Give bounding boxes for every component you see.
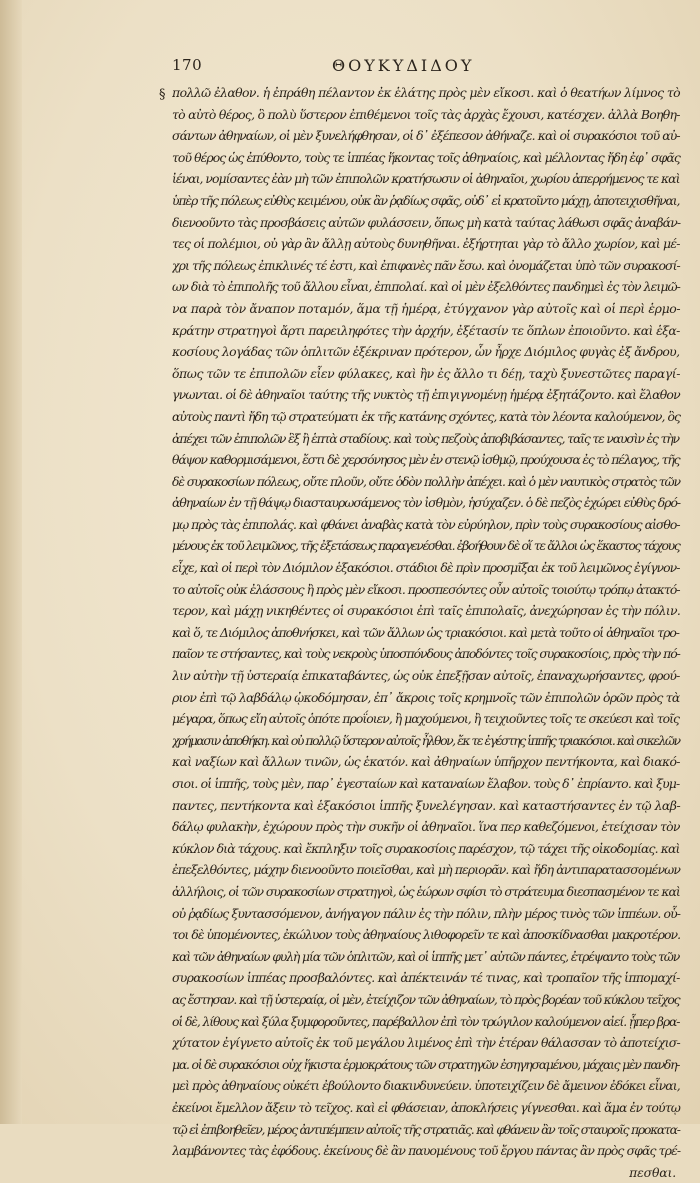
- text-line: ριον ἐπὶ τῷ λαβδάλῳ ᾠκοδόμησαν, ἐπ᾽ ἄκροις τοῖς κρημνοῖς τῶν ἐπιπολῶν ὁρῶν πρὸς τὰ: [172, 689, 680, 705]
- text-line: χρι τῆς πόλεως ἐπικλινές τέ ἐστι, καὶ ἐπιφανὲς πᾶν ἔσω. καὶ ὀνομάζεται ὑπὸ τῶν συρακοσί-: [172, 257, 680, 273]
- text-line: σιοι. οἱ ἱππῆς, τοὺς μὲν, παρ᾽ ἐγεσταίων καὶ καταναίων ἔλαβον. τοὺς δ᾽ ἐπρίαντο. καὶ ξυμ-: [172, 776, 680, 791]
- text-line: ἐπεξελθόντες, μάχην διενοοῦντο ποιεῖσθαι, καὶ μὴ περιορᾶν. καὶ ἤδη ἀντιπαρατασσομένων: [172, 862, 681, 878]
- text-line: τῷ εἰ ἐπιβοηθεῖεν, μέρος ἀντιπέμπειν αὐτοῖς τῆς στρατιᾶς. καὶ φθάνειν ἂν τοῖς σταυροῖς προκατα-: [172, 1121, 680, 1137]
- text-line: δὲ συρακοσίων πόλεως, οὔτε πλοῦν, οὔτε ὁδὸν πολλὴν ἀπέχει. καὶ ὁ μὲν ναυτικὸς στρατὸς τῶν: [172, 473, 680, 489]
- page-header: [172, 56, 692, 78]
- running-title: ΘΟΥΚΥΔΙΔΟΥ: [332, 56, 475, 75]
- body-text: [172, 82, 684, 1183]
- text-line: μένους ἐκ τοῦ λειμῶνος, τῆς ἐξετάσεως παραγενέσθαι. ἐβοήθουν δὲ οἵ τε ἄλλοι ὡς ἕκαστος τάχους: [172, 538, 680, 554]
- margin-mark: §: [159, 87, 166, 102]
- text-line: διενοοῦντο τὰς προσβάσεις αὐτῶν φυλάσσειν, ὅπως μὴ κατὰ ταύτας λάθωσι σφᾶς ἀναβάν-: [172, 214, 681, 230]
- text-line: λιν αὐτὴν τῇ ὑστεραίᾳ ἐπικαταβάντες, ὡς οὐκ ἐπεξῇσαν αὐτοῖς, ἐπαναχωρήσαντες, φρού-: [172, 668, 680, 684]
- text-line: ας ἔστησαν. καὶ τῇ ὑστεραίᾳ, οἱ μὲν, ἐτείχιζον τῶν ἀθηναίων, τὸ πρὸς βορέαν τοῦ κύκλου τεῖχος: [172, 991, 680, 1007]
- text-line: ὑπὲρ τῆς πόλεως εὐθὺς κειμένου, οὐκ ἂν ῥᾳδίως σφᾶς, οὐδ᾽ εἰ κρατοῖντο μάχῃ, ἀποτειχισθῆναι,: [172, 192, 680, 208]
- text-line: γνωνται. οἱ δὲ ἀθηναῖοι ταύτης τῆς νυκτὸς τῇ ἐπιγιγνομένῃ ἡμέρᾳ ἐξητάζοντο. καὶ ἔλαθον: [172, 387, 680, 403]
- text-line: πολλῶ ἐλαθον. ἡ ἐπράθη πέλαντον ἐκ ἑλάτης πρὸς μὲν εἴκοσι. καὶ ὁ θεατήων λίμνος τὸ: [172, 85, 681, 100]
- text-line: ων διὰ τὸ ἐπιπολῆς τοῦ ἄλλου εἶναι, ἐπιπολαί. καὶ οἱ μὲν ἐξελθόντες πανδημεὶ ἐς τὸν λειμῶ-: [172, 279, 680, 295]
- text-line: παῖον τε στήσαντες, καὶ τοὺς νεκροὺς ὑποσπόνδους ἀποδόντες τοῖς συρακοσίοις, πρὸς τὴν πό-: [172, 646, 680, 662]
- text-line: τοι δὲ ὑπομένοντες, ἐκώλυον τοὺς ἀθηναίους λιθοφορεῖν τε καὶ ἀποσκίδνασθαι μακροτέρον.: [172, 927, 681, 943]
- text-line: καὶ ναξίων καὶ ἄλλων τινῶν, ὡς ἑκατόν. καὶ ἀθηναίων ὑπῆρχον πεντήκοντα, καὶ διακό-: [172, 754, 680, 770]
- text-line: αὐτοὺς παντὶ ἤδη τῷ στρατεύματι ἐκ τῆς κατάνης σχόντες, κατὰ τὸν λέοντα καλούμενον, ὃς: [172, 408, 680, 424]
- text-line: το αὐτοῖς οὐκ ἐλάσσους ἢ πρὸς μὲν εἴκοσι. προσπεσόντες οὖν αὐτοῖς τοιούτῳ τρόπῳ ἀτακτό-: [172, 581, 680, 597]
- text-line: εἶχε, καὶ οἱ περὶ τὸν Διόμιλον ἑξακόσιοι. στάδιοι δὲ πρὶν προσμῖξαι ἐκ τοῦ λειμῶνος ἐγίγνον-: [172, 560, 680, 576]
- text-line: δάλῳ φυλακὴν, ἐχώρουν πρὸς τὴν συκῆν οἱ ἀθηναῖοι. ἵνα περ καθεζόμενοι, ἐτείχισαν τὸν: [172, 819, 680, 835]
- text-line: κύκλον διὰ τάχους. καὶ ἔκπληξιν τοῖς συρακοσίοις παρέσχον, τῷ τάχει τῆς οἰκοδομίας. καὶ: [172, 840, 680, 856]
- text-line: καὶ ὅ, τε Διόμιλος ἀποθνήσκει, καὶ τῶν ἄλλων ὡς τριακόσιοι. καὶ μετὰ τοῦτο οἱ ἀθηναῖοι τρο-: [172, 624, 679, 640]
- text-line: χύτατον ἐγίγνετο αὐτοῖς ἐκ τοῦ μεγάλου λιμένος ἐπὶ τὴν ἑτέραν θάλασσαν τὸ ἀποτείχισ-: [172, 1035, 681, 1051]
- text-line: συρακοσίων ἱππέας προσβαλόντες. καὶ ἀπέκτεινάν τέ τινας, καὶ τροπαῖον τῆς ἱππομαχί-: [172, 970, 680, 986]
- text-line: να παρὰ τὸν ἄναπον ποταμόν, ἅμα τῇ ἡμέρᾳ, ἐτύγχανον γὰρ αὐτοῖς καὶ οἱ περὶ ἑρμο-: [172, 300, 681, 316]
- page-number: 170: [172, 56, 203, 74]
- text-line: ἀθηναίων ἐν τῇ θάψῳ διασταυρωσάμενος τὸν ἰσθμὸν, ἡσύχαζεν. ὁ δὲ πεζὸς ἐχώρει εὐθὺς δρό-: [172, 495, 681, 511]
- page-gutter: [0, 0, 22, 1124]
- text-line: ἀλλήλοις, οἱ τῶν συρακοσίων στρατηγοὶ, ὡς ἑώρων σφίσι τὸ στράτευμα διεσπασμένον τε καὶ: [172, 883, 680, 899]
- text-line: τες οἱ πολέμιοι, οὐ γὰρ ἂν ἄλλῃ αὐτοὺς δυνηθῆναι. ἐξήρτηται γὰρ τὸ ἄλλο χωρίον, καὶ μέ-: [172, 236, 680, 252]
- text-line: λαμβάνοντες τὰς ἐφόδους. ἐκείνους δὲ ἂν παυομένους τοῦ ἔργου πάντας ἂν πρὸς σφᾶς τρέ-: [172, 1143, 681, 1159]
- text-line: παντες, πεντήκοντα καὶ ἑξακόσιοι ἱππῆς ξυνελέγησαν. καὶ καταστήσαντες ἐν τῷ λαβ-: [172, 797, 681, 813]
- text-line: μέγαρα, ὅπως εἴη αὐτοῖς ὁπότε προΐοιεν, ἢ μαχούμενοι, ἢ τειχιοῦντες τοῖς τε σκεύεσι καὶ τοῖς: [172, 711, 679, 727]
- text-line: τὸ αὐτὸ θέρος, ὃ πολὺ ὕστερον ἐπιθέμενοι τοῖς τὰς ἀρχὰς ἔχουσι, κατέσχεν. ἀλλὰ Βοηθη-: [172, 106, 680, 122]
- text-line: ἐκείνοι ἔμελλον ἄξειν τὸ τεῖχος. καὶ εἰ φθάσειαν, ἀποκλήσεις γίγνεσθαι. καὶ ἅμα ἐν τούτῳ: [172, 1099, 681, 1115]
- text-line: τερον, καὶ μάχῃ νικηθέντες οἱ συρακόσιοι ἐπὶ ταῖς ἐπιπολαῖς, ἀνεχώρησαν ἐς τὴν πόλιν.: [172, 603, 681, 619]
- text-line: καὶ τῶν ἀθηναίων φυλὴ μία τῶν ὁπλιτῶν, καὶ οἱ ἱππῆς μετ᾽ αὐτῶν πάντες, ἐτρέψαντο τοὺς τῶν: [172, 948, 680, 964]
- text-line: οὐ ῥᾳδίως ξυντασσόμενον, ἀνήγαγον πάλιν ἐς τὴν πόλιν, πλὴν μέρος τινὸς τῶν ἱππέων. οὗ-: [172, 905, 681, 921]
- text-line: πεσθαι.: [629, 1164, 676, 1180]
- text-line: σάντων ἀθηναίων, οἱ μὲν ξυνελήφθησαν, οἱ δ᾽ ἐξέπεσον ἀθήναζε. καὶ οἱ συρακόσιοι τοῦ αὐ-: [172, 128, 680, 144]
- text-line: χρήμασιν ἀποθήκη. καὶ οὐ πολλῷ ὕστερον αὐτοῖς ἦλθον, ἔκ τε ἐγέστης ἱππῆς τριακόσιοι. καὶ σικελῶν: [172, 732, 680, 748]
- text-line: ὅπως τῶν τε ἐπιπολῶν εἶεν φύλακες, καὶ ἢν ἐς ἄλλο τι δέῃ, ταχὺ ξυνεστῶτες παραγί-: [172, 365, 680, 381]
- text-line: ἰέναι, νομίσαντες ἐὰν μὴ τῶν ἐπιπολῶν κρατήσωσιν οἱ ἀθηναῖοι, χωρίου ἀπερρήμενος τε καὶ: [172, 171, 680, 187]
- text-line: μῳ πρὸς τὰς ἐπιπολάς. καὶ φθάνει ἀναβὰς κατὰ τὸν εὐρύηλον, πρὶν τοὺς συρακοσίους αἰσθο-: [172, 516, 680, 532]
- text-line: τοῦ θέρος ὡς ἐπύθοντο, τοὺς τε ἱππέας ἥκοντας τοῖς ἀθηναίοις, καὶ μέλλοντας ἤδη ἐφ᾽ σφᾶς: [172, 149, 680, 165]
- text-line: οἱ δὲ, λίθους καὶ ξύλα ξυμφοροῦντες, παρέβαλλον ἐπὶ τὸν τρώγιλον καλούμενον αἰεί. ᾗπερ βρα-: [172, 1013, 680, 1029]
- text-line: κοσίους λογάδας τῶν ὁπλιτῶν ἐξέκριναν πρότερον, ὧν ἦρχε Διόμιλος φυγὰς ἐξ ἄνδρου,: [172, 344, 680, 360]
- text-line: κράτην στρατηγοὶ ἄρτι παρειληφότες τὴν ἀρχήν, ἐξέτασίν τε ὅπλων ἐποιοῦντο. καὶ ἑξα-: [172, 322, 680, 338]
- text-line: θάψον καθορμισάμενοι, ἔστι δὲ χερσόνησος μὲν ἐν στενῷ ἰσθμῷ, προύχουσα ἐς τὸ πέλαγος, τῆς: [172, 452, 680, 468]
- text-line: μα. οἱ δὲ συρακόσιοι οὐχ ἥκιστα ἑρμοκράτους τῶν στρατηγῶν ἐσηγησαμένου, μάχαις μὲν πανδη-: [172, 1056, 680, 1072]
- text-line: μεὶ πρὸς ἀθηναίους οὐκέτι ἐβούλοντο διακινδυνεύειν. ὑποτειχίζειν δὲ ἄμεινον ἐδόκει εἶναι,: [172, 1078, 680, 1094]
- text-line: ἀπέχει τῶν ἐπιπολῶν ἓξ ἢ ἑπτὰ σταδίους. καὶ τοὺς πεζοὺς ἀποβιβάσαντες, ταῖς τε ναυσὶν ἐς τὴν: [172, 430, 679, 446]
